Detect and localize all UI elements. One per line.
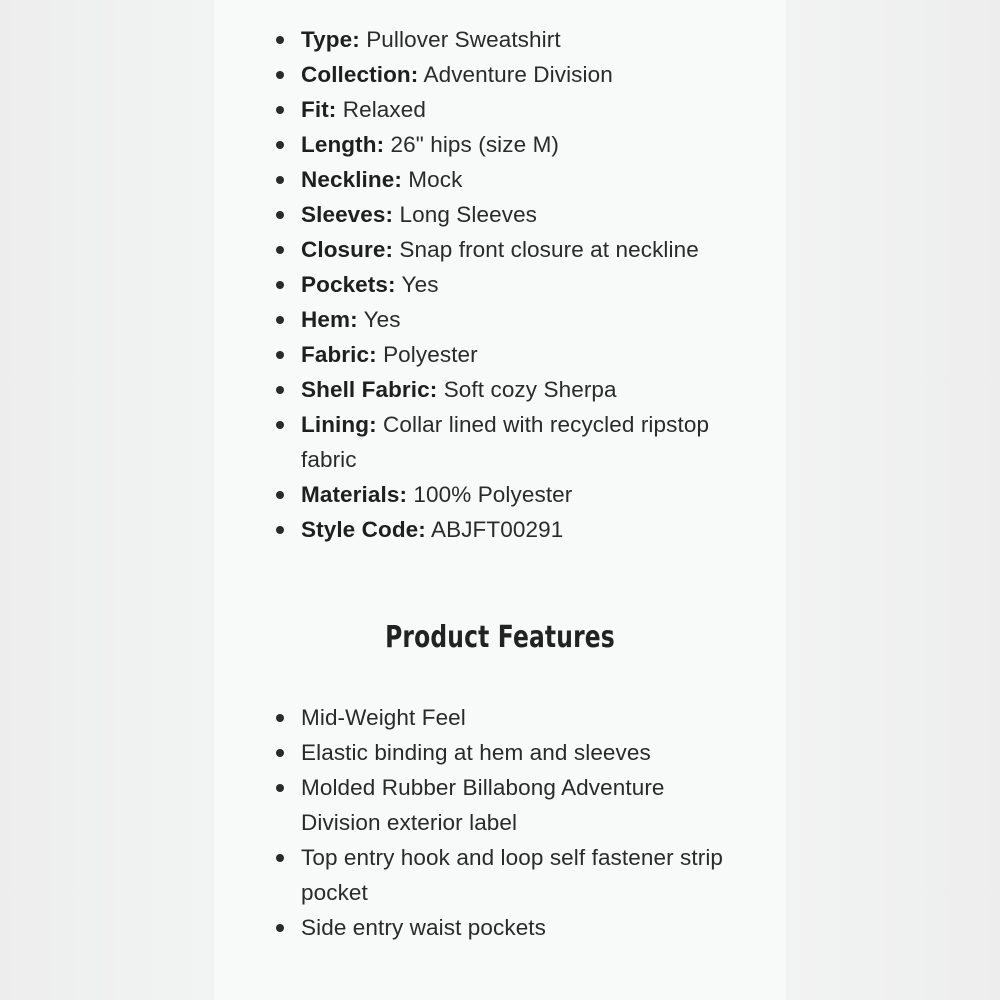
spec-item-sleeves — [214, 197, 786, 232]
bullet-icon — [276, 141, 284, 149]
feature-text: Mid-Weight Feel — [301, 705, 466, 730]
spec-value: Snap front closure at neckline — [393, 237, 699, 262]
spec-value: Polyester — [376, 342, 478, 367]
spec-label: Sleeves: — [301, 202, 394, 227]
feature-item — [214, 910, 786, 945]
spec-label: Fabric: — [301, 342, 377, 367]
spec-item-collection — [214, 57, 786, 92]
spec-label: Type: — [301, 27, 360, 52]
spec-label: Pockets: — [301, 272, 396, 297]
feature-item — [214, 770, 786, 840]
bullet-icon — [276, 351, 284, 359]
bullet-icon — [276, 176, 284, 184]
spec-item-materials — [214, 477, 786, 512]
feature-text: Top entry hook and loop self fastener strip pocket — [301, 845, 724, 905]
spec-label: Style Code: — [301, 517, 426, 542]
bullet-icon — [276, 106, 284, 114]
spec-item-neckline — [214, 162, 786, 197]
spec-value: 26" hips (size M) — [384, 132, 560, 157]
bullet-icon — [276, 749, 284, 757]
bullet-icon — [276, 854, 284, 862]
bullet-icon — [276, 211, 284, 219]
feature-text: Side entry waist pockets — [301, 915, 547, 940]
feature-list — [214, 700, 786, 945]
bullet-icon — [276, 246, 284, 254]
spec-value: Long Sleeves — [393, 202, 538, 227]
product-features-heading: Product Features — [385, 620, 615, 655]
bullet-icon — [276, 36, 284, 44]
bullet-icon — [276, 924, 284, 932]
spec-value: Yes — [357, 307, 401, 332]
spec-label: Shell Fabric: — [301, 377, 438, 402]
spec-value: Adventure Division — [418, 62, 613, 87]
spec-value: 100% Polyester — [407, 482, 573, 507]
bullet-icon — [276, 526, 284, 534]
bullet-icon — [276, 714, 284, 722]
spec-value: Collar lined with recycled ripstop fabric — [301, 412, 710, 472]
spec-label: Length: — [301, 132, 385, 157]
spec-label: Neckline: — [301, 167, 402, 192]
spec-label: Fit: — [301, 97, 337, 122]
product-details-panel — [214, 0, 786, 1000]
spec-label: Materials: — [301, 482, 408, 507]
spec-item-hem — [214, 302, 786, 337]
spec-value: Mock — [401, 167, 463, 192]
spec-item-type — [214, 22, 786, 57]
feature-item — [214, 700, 786, 735]
feature-text: Molded Rubber Billabong Adventure Division exterior label — [301, 775, 665, 835]
spec-item-shell-fabric — [214, 372, 786, 407]
bullet-icon — [276, 784, 284, 792]
bullet-icon — [276, 71, 284, 79]
spec-item-fit — [214, 92, 786, 127]
spec-label: Hem: — [301, 307, 358, 332]
spec-label: Closure: — [301, 237, 394, 262]
spec-value: Soft cozy Sherpa — [437, 377, 617, 402]
bullet-icon — [276, 491, 284, 499]
spec-value: Yes — [395, 272, 439, 297]
bullet-icon — [276, 421, 284, 429]
spec-item-fabric — [214, 337, 786, 372]
spec-list — [214, 22, 786, 547]
spec-value: ABJFT00291 — [425, 517, 564, 542]
spec-item-lining — [214, 407, 786, 477]
spec-item-closure — [214, 232, 786, 267]
spec-label: Collection: — [301, 62, 419, 87]
background-left — [0, 0, 214, 1000]
feature-text: Elastic binding at hem and sleeves — [301, 740, 651, 765]
bullet-icon — [276, 386, 284, 394]
spec-item-length — [214, 127, 786, 162]
spec-value: Pullover Sweatshirt — [359, 27, 561, 52]
spec-value: Relaxed — [336, 97, 426, 122]
spec-item-pockets — [214, 267, 786, 302]
feature-item — [214, 840, 786, 910]
background-right — [786, 0, 1000, 1000]
feature-item — [214, 735, 786, 770]
bullet-icon — [276, 316, 284, 324]
bullet-icon — [276, 281, 284, 289]
spec-label: Lining: — [301, 412, 377, 437]
spec-item-style-code — [214, 512, 786, 547]
